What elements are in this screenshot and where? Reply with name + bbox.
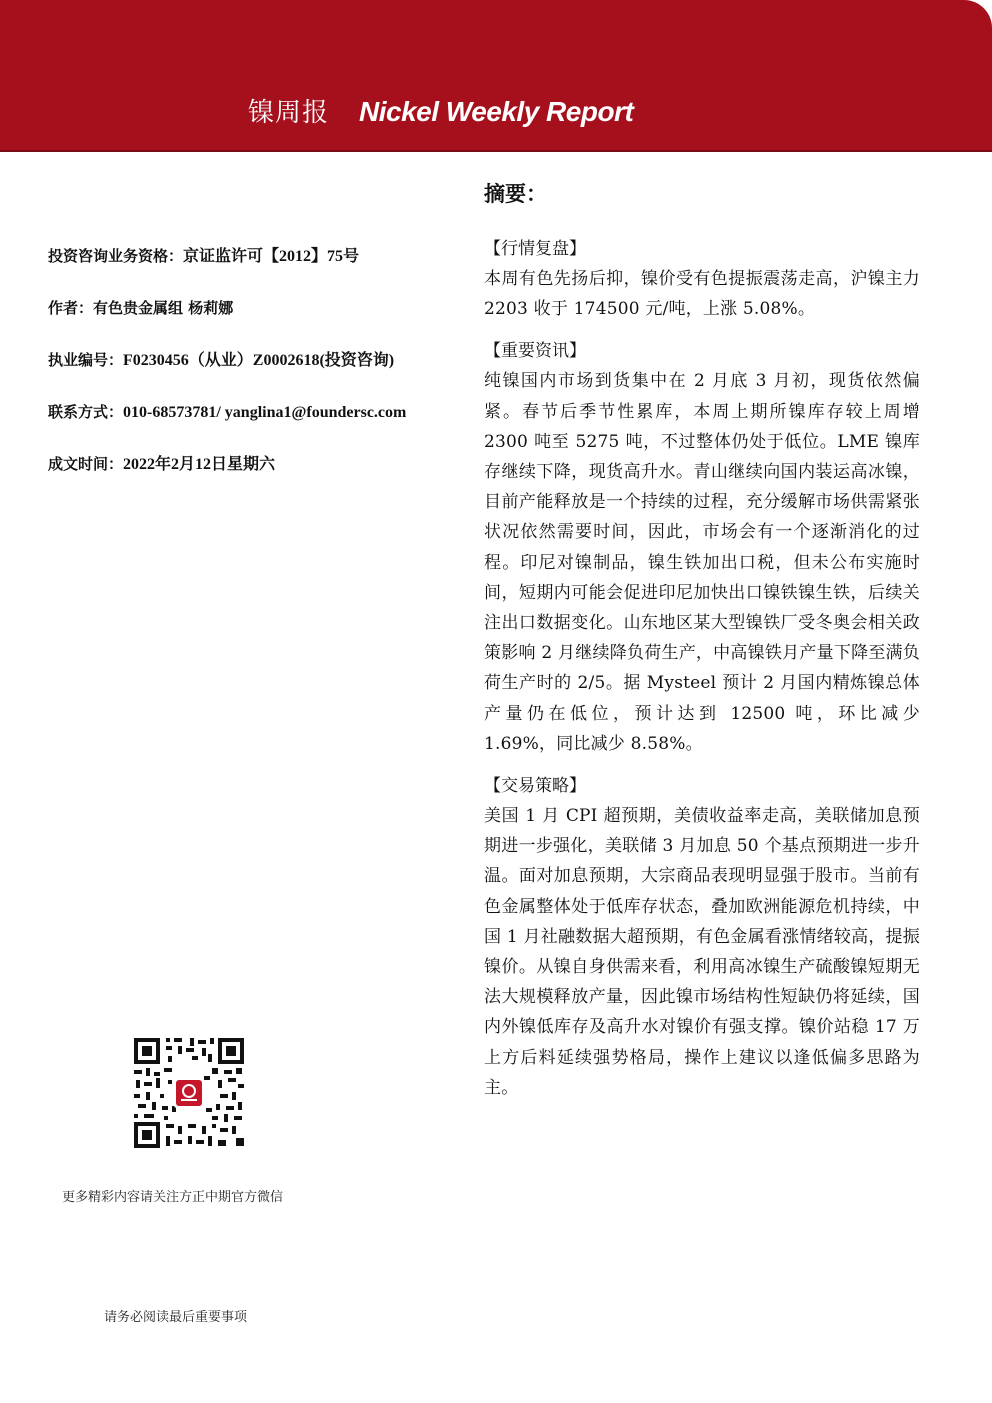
footer-note: 请务必阅读最后重要事项 bbox=[104, 1310, 248, 1325]
author-info-panel bbox=[48, 246, 468, 506]
qualification-label: 投资咨询业务资格： bbox=[48, 247, 184, 265]
summary-panel bbox=[484, 176, 920, 1115]
report-title-cn: 镍周报 bbox=[248, 98, 330, 128]
section-body: 美国 1 月 CPI 超预期，美债收益率走高，美联储加息预期进一步强化，美联储 3 月加息 50 个基点预期进一步升温。面对加息预期，大宗商品表现明显强于股市。当前有色金属整体处于低库存状态，叠加欧洲能源危机持续，中国 1 月社融数据大超预期，有色金属看涨情绪较高，提振镍价。从镍自身供需来看，利用高冰镍生产硫酸镍短期无法大规模释放产量，因此镍市场结构性短缺仍将延续，国内外镍低库存及高升水对镍价有强支撑。镍价站稳 17 万上方后料延续强势格局，操作上建议以逢低偏多思路为主。 bbox=[484, 806, 920, 1098]
license-value: F0230456（从业）Z0002618(投资咨询) bbox=[123, 352, 395, 369]
report-header-banner bbox=[0, 0, 992, 152]
section-body: 纯镍国内市场到货集中在 2 月底 3 月初，现货依然偏紧。春节后季节性累库，本周上期所镍库存较上周增 2300 吨至 5275 吨，不过整体仍处于低位。LME 镍库存继续下降，现货高升水。青山继续向国内装运高冰镍，目前产能释放是一个持续的过程，充分缓解市场供需紧张状况依然需要时间，因此，市场会有一个逐渐消化的过程。印尼对镍制品，镍生铁加出口税，但未公布实施时间，短期内可能会促进印尼加快出口镍铁镍生铁，后续关注出口数据变化。山东地区某大型镍铁厂受冬奥会相关政策影响 2 月继续降负荷生产，中高镍铁月产量下降至满负荷生产时的 2/5。据 Mysteel 预计 2 月国内精炼镍总体产量仍在低位，预计达到 12500 吨，环比减少 1.69%，同比减少 8.58%。 bbox=[484, 371, 920, 754]
section-heading: 【行情复盘】 bbox=[484, 239, 586, 259]
license-line bbox=[48, 350, 468, 370]
contact-value[interactable]: 010-68573781/ yanglina1@foundersc.com bbox=[123, 404, 407, 421]
date-line bbox=[48, 454, 468, 474]
qualification-line bbox=[48, 246, 468, 266]
section-trading-strategy bbox=[484, 771, 920, 1103]
contact-line bbox=[48, 402, 468, 422]
author-line bbox=[48, 298, 468, 318]
qr-code-icon bbox=[132, 1036, 246, 1150]
section-key-news bbox=[484, 336, 920, 759]
license-label: 执业编号： bbox=[48, 351, 124, 369]
summary-title: 摘要： bbox=[484, 182, 547, 206]
qr-caption: 更多精彩内容请关注方正中期官方微信 bbox=[62, 1190, 284, 1205]
report-title-en: Nickel Weekly Report bbox=[359, 96, 634, 127]
section-heading: 【交易策略】 bbox=[484, 776, 586, 797]
date-value: 2022年2月12日星期六 bbox=[123, 456, 276, 473]
author-label: 作者： bbox=[48, 299, 94, 317]
section-market-review bbox=[484, 234, 920, 324]
section-heading: 【重要资讯】 bbox=[484, 341, 586, 362]
report-title bbox=[248, 92, 633, 132]
date-label: 成文时间： bbox=[48, 455, 124, 473]
author-value: 有色贵金属组 杨莉娜 bbox=[93, 299, 234, 317]
qualification-value: 京证监许可【2012】75号 bbox=[183, 248, 360, 265]
contact-label: 联系方式： bbox=[48, 403, 124, 421]
section-body: 本周有色先扬后抑，镍价受有色提振震荡走高，沪镍主力 2203 收于 174500 元/吨，上涨 5.08%。 bbox=[484, 269, 920, 320]
